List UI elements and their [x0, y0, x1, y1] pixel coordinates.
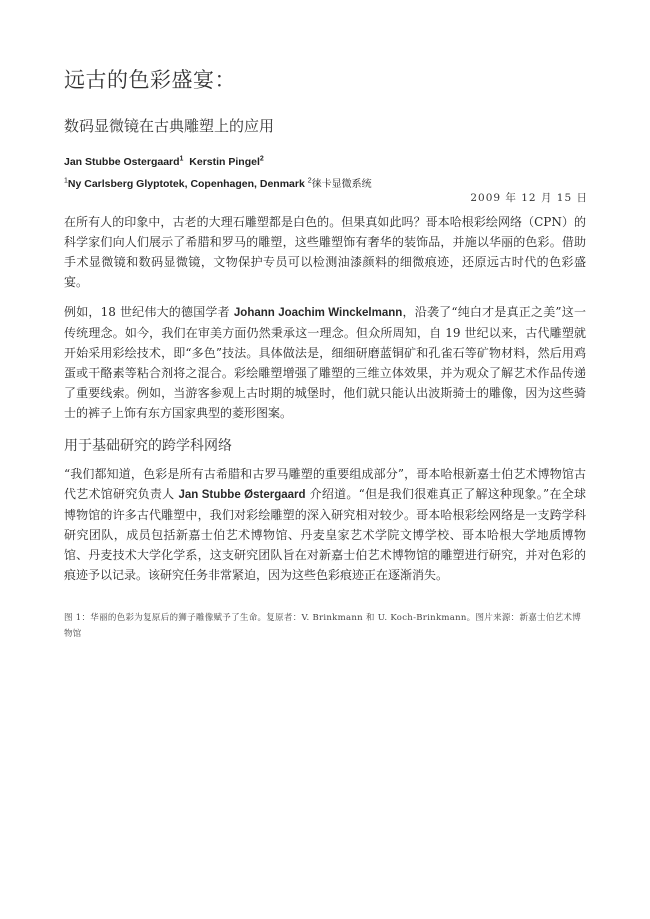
author-name: Jan Stubbe Ostergaard [64, 156, 180, 168]
affiliation-superscript: 1 [64, 177, 68, 185]
author-superscript: 1 [179, 155, 184, 163]
affiliation-org: 徕卡显微系统 [311, 179, 372, 190]
body-paragraph [64, 302, 586, 423]
author-superscript: 2 [259, 155, 264, 163]
affiliation-superscript: 2 [307, 177, 312, 185]
paragraph-text: 例如，18 世纪伟大的德国学者 [64, 305, 234, 319]
person-name: Johann Joachim Winckelmann [233, 307, 403, 319]
author-name: Kerstin Pingel [189, 156, 260, 168]
person-name: Jan Stubbe Østergaard [178, 489, 306, 501]
page-subtitle: 数码显微镜在古典雕塑上的应用 [64, 117, 275, 135]
paragraph-text: “我们都知道，色彩是所有古希腊和古罗马雕塑的重要组成部分”，哥本哈根新嘉士伯艺术博物馆古代艺术馆研究负责人 [64, 467, 586, 501]
paragraph-text: 介绍道。“但是我们很难真正了解这种现象。”在全球博物馆的许多古代雕塑中，我们对彩绘雕塑的深入研究相对较少。哥本哈根彩绘网络是一支跨学科研究团队，成员包括新嘉士伯艺术博物馆、丹麦皇家艺术学院文博学校、哥本哈根大学地质博物馆、丹麦技术大学化学系，这支研究团队旨在对新嘉士伯艺术博物馆的雕塑进行研究，并对色彩的痕迹予以记录。该研究任务非常紧迫，因为这些色彩痕迹正在逐渐消失。 [64, 487, 586, 582]
author-line [64, 156, 264, 168]
body-paragraph [64, 464, 586, 585]
figure-caption: 图 1：华丽的色彩为复原后的狮子雕像赋予了生命。复原者：V. Brinkmann 和 U. Koch-Brinkmann。图片来源：新嘉士伯艺术博物馆 [64, 613, 582, 639]
affiliation-org: Ny Carlsberg Glyptotek, Copenhagen, Denmark [67, 178, 305, 190]
document-date: 2009 年 12 月 15 日 [470, 192, 588, 204]
page-title: 远古的色彩盛宴： [64, 68, 236, 92]
affiliation-line [64, 175, 372, 190]
paragraph-text: ，沿袭了“纯白才是真正之美”这一传统理念。如今，我们在审美方面仍然秉承这一理念。但众所周知，自 19 世纪以来，古代雕塑就开始采用彩绘技术，即“多色”技法。具体做法是，细细研磨蓝铜矿和孔雀石等矿物材料，然后用鸡蛋或干酪素等粘合剂将之混合。彩绘雕塑增强了雕塑的三维立体效果，并为观众了解艺术作品传递了重要线索。例如，当游客参观上古时期的城堡时，他们就只能认出波斯骑士的雕像，因为这些骑士的裤子上饰有东方国家典型的菱形图案。 [64, 305, 586, 420]
section-heading: 用于基础研究的跨学科网络 [64, 438, 232, 454]
body-paragraph: 在所有人的印象中，古老的大理石雕塑都是白色的。但果真如此吗？哥本哈根彩绘网络（CPN）的科学家们向人们展示了希腊和罗马的雕塑，这些雕塑饰有奢华的装饰品，并施以华丽的色彩。借助手术显微镜和数码显微镜，文物保护专员可以检测油漆颜料的细微痕迹，还原远古时代的色彩盛宴。 [64, 215, 586, 289]
